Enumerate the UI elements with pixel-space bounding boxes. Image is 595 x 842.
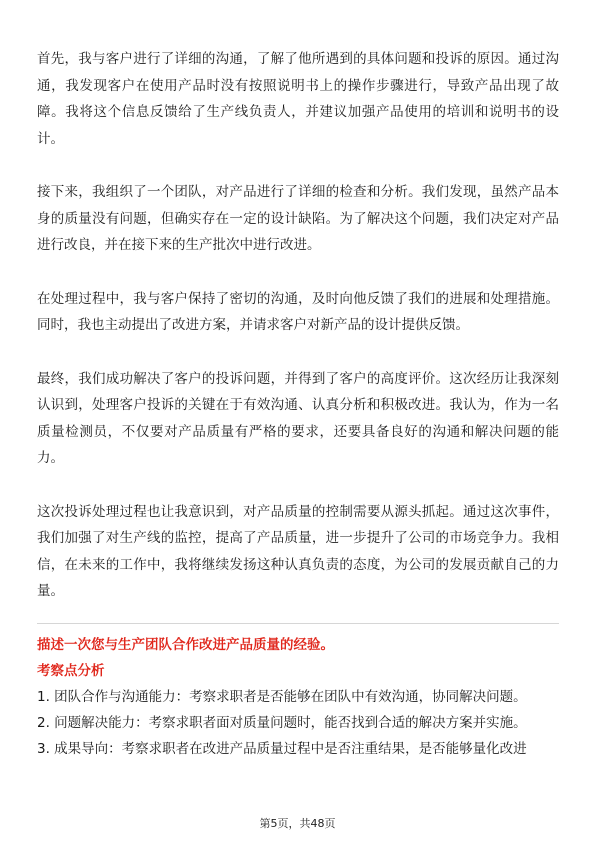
paragraph-2: 接下来，我组织了一个团队，对产品进行了详细的检查和分析。我们发现，虽然产品本身的质量没有问题，但确实存在一定的设计缺陷。为了解决这个问题，我们决定对产品进行改良，并在接下来的生产批次中进行改进。 <box>37 184 559 253</box>
paragraph-4: 最终，我们成功解决了客户的投诉问题，并得到了客户的高度评价。这次经历让我深刻认识到，处理客户投诉的关键在于有效沟通、认真分析和积极改进。我认为，作为一名质量检测员，不仅要对产品质量有严格的要求，还要具备良好的沟通和解决问题的能力。 <box>37 370 559 466</box>
section-divider <box>37 623 559 624</box>
interview-question: 描述一次您与生产团队合作改进产品质量的经验。 <box>37 636 334 653</box>
analysis-heading: 考察点分析 <box>37 662 105 679</box>
document-body <box>37 46 559 762</box>
paragraph-1: 首先，我与客户进行了详细的沟通，了解了他所遇到的具体问题和投诉的原因。通过沟通，我发现客户在使用产品时没有按照说明书上的操作步骤进行，导致产品出现了故障。我将这个信息反馈给了生产线负责人，并建议加强产品使用的培训和说明书的设计。 <box>37 51 559 147</box>
analysis-list <box>37 684 559 762</box>
paragraph-5: 这次投诉处理过程也让我意识到，对产品质量的控制需要从源头抓起。通过这次事件，我们加强了对生产线的监控，提高了产品质量，进一步提升了公司的市场竞争力。我相信，在未来的工作中，我将继续发扬这种认真负责的态度，为公司的发展贡献自己的力量。 <box>37 503 559 599</box>
analysis-item: 2. 问题解决能力：考察求职者面对质量问题时，能否找到合适的解决方案并实施。 <box>37 714 527 731</box>
analysis-item: 1. 团队合作与沟通能力：考察求职者是否能够在团队中有效沟通，协同解决问题。 <box>37 688 527 705</box>
analysis-item: 3. 成果导向：考察求职者在改进产品质量过程中是否注重结果，是否能够量化改进 <box>37 740 527 757</box>
page-number: 第5页，共48页 <box>259 817 336 830</box>
paragraph-3: 在处理过程中，我与客户保持了密切的沟通，及时向他反馈了我们的进展和处理措施。同时，我也主动提出了改进方案，并请求客户对新产品的设计提供反馈。 <box>37 290 559 333</box>
